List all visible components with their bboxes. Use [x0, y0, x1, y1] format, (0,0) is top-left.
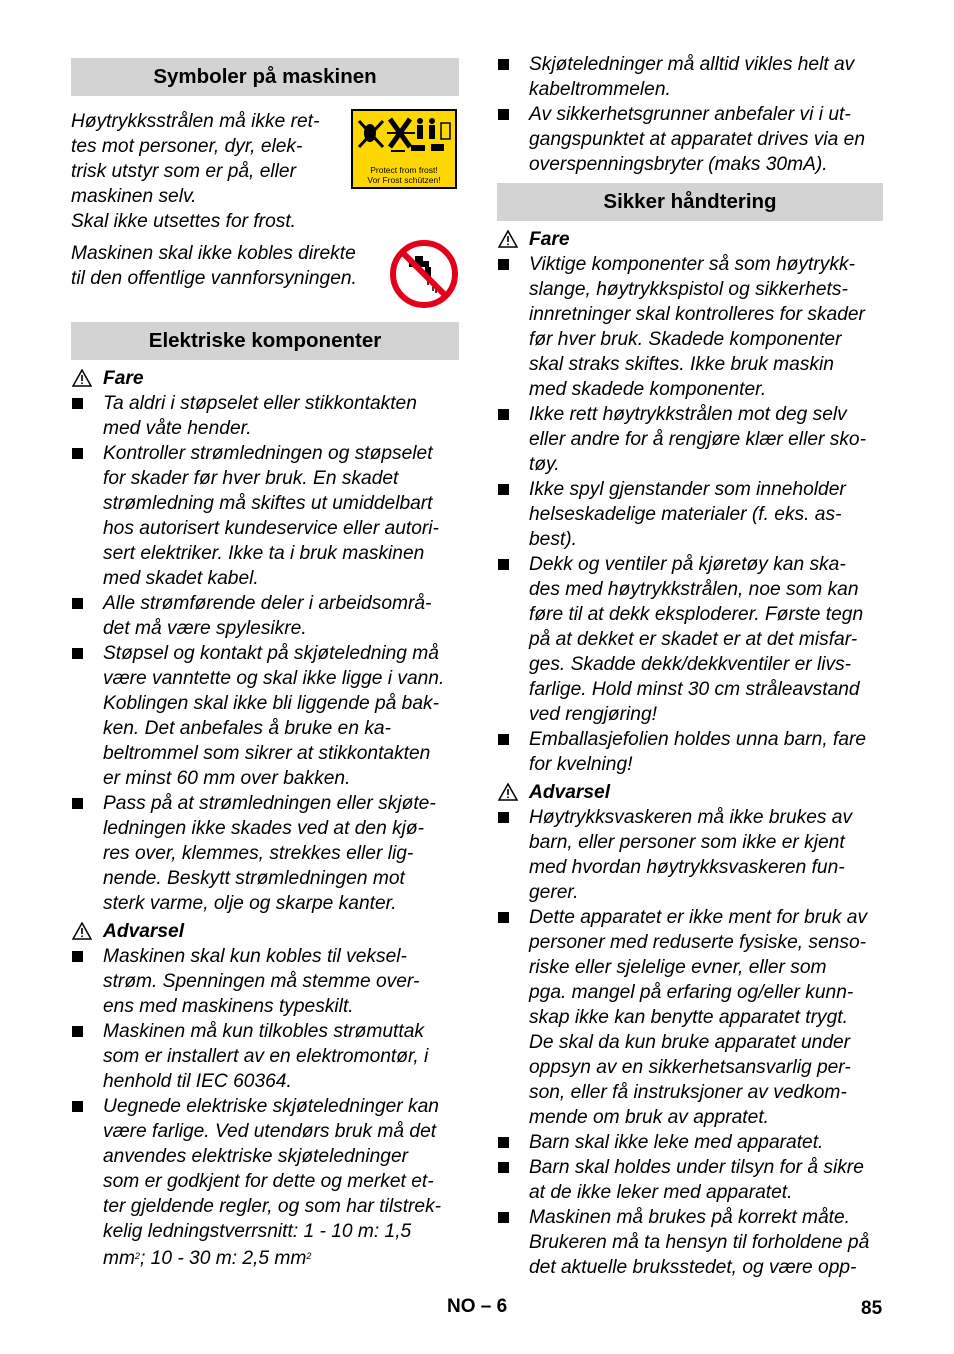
text-line: Dette apparatet er ikke ment for bruk av [529, 907, 868, 928]
page-number: 85 [861, 1298, 883, 1319]
text-line: mende om bruk av appratet. [529, 1107, 769, 1128]
superscript: 2 [306, 1251, 312, 1261]
text-line: strømledning må skiftes ut umiddelbart [103, 493, 433, 514]
danger-label [497, 227, 570, 252]
bullet [498, 559, 509, 570]
text-line: henhold til IEC 60364. [103, 1071, 292, 1092]
text-line: at de ikke leker med apparatet. [529, 1182, 793, 1203]
list-item [71, 441, 459, 591]
list-item [71, 791, 459, 916]
text-line: Kontroller strømledningen og støpselet [103, 443, 433, 464]
text-line: til den offentlige vannforsyningen. [71, 268, 357, 289]
text-line: Pass på at strømledningen eller skjøte- [103, 793, 436, 814]
list-item [71, 944, 459, 1019]
list-item [497, 52, 883, 102]
warning-triangle-icon [498, 783, 518, 801]
warning-label [71, 919, 184, 944]
warning-triangle-icon [498, 230, 518, 248]
text-line: gangspunktet at apparatet drives via en [529, 129, 866, 150]
text-line: skap ikke kan benytte apparatet trygt. [529, 1007, 848, 1028]
text-line: De skal da kun bruke apparatet under [529, 1032, 851, 1053]
text-fragment: mm [103, 1248, 135, 1269]
text-line: helseskadelige materialer (f. eks. as- [529, 504, 842, 525]
text-line: Maskinen må kun tilkobles strømuttak [103, 1021, 424, 1042]
text-line: best). [529, 529, 577, 550]
text-line: ken. Det anbefales å bruke en ka- [103, 718, 391, 739]
text-line: ens med maskinens typeskilt. [103, 996, 354, 1017]
section-heading-safe-handling: Sikker håndtering [497, 183, 883, 221]
bullet [498, 59, 509, 70]
text-line: Høytrykksvaskeren må ikke brukes av [529, 807, 853, 828]
text-line: det må være spylesikre. [103, 618, 307, 639]
text-line: Maskinen skal ikke kobles direkte [71, 243, 356, 264]
frost-warning-label [351, 109, 457, 189]
text-line [103, 1244, 459, 1271]
text-line: Skjøteledninger må alltid vikles helt av [529, 54, 855, 75]
text-line: tes mot personer, dyr, elek- [71, 136, 303, 157]
text-line: son, eller få instruksjoner av vedkom- [529, 1082, 847, 1103]
text-line: gerer. [529, 882, 579, 903]
bullet [498, 109, 509, 120]
text-line: med skadede komponenter. [529, 379, 767, 400]
text-line: Viktige komponenter så som høytrykk- [529, 254, 855, 275]
text-line: slange, høytrykkspistol og sikkerhets- [529, 279, 848, 300]
text-line: Dekk og ventiler på kjøretøy kan ska- [529, 554, 846, 575]
text-line: riske eller sjelelige evner, eller som [529, 957, 827, 978]
superscript: 2 [134, 1251, 140, 1261]
text-line: for kvelning! [529, 754, 633, 775]
text-line: som er godkjent for dette og merket et- [103, 1171, 434, 1192]
text-line: Ikke spyl gjenstander som inneholder [529, 479, 846, 500]
warning-triangle-icon [72, 369, 92, 387]
text-line: Barn skal ikke leke med apparatet. [529, 1132, 824, 1153]
section-heading-electrical: Elektriske komponenter [71, 322, 459, 360]
text-line: overspenningsbryter (maks 30mA). [529, 154, 828, 175]
text-line: Ta aldri i støpselet eller stikkontakten [103, 393, 417, 414]
text-line: innretninger skal kontrolleres for skader [529, 304, 865, 325]
bullet [72, 398, 83, 409]
bullet [72, 598, 83, 609]
text-line: ved rengjøring! [529, 704, 657, 725]
electrical-danger-list [71, 391, 459, 916]
list-item [497, 1155, 883, 1205]
text-line: Av sikkerhetsgrunner anbefaler vi i ut- [529, 104, 851, 125]
pressure-jet-warning-icon [353, 111, 455, 163]
warning-triangle-icon [72, 922, 92, 940]
text-line: med våte hender. [103, 418, 252, 439]
frost-label-line-2: Vor Frost schützen! [367, 175, 441, 185]
text-line: maskinen selv. [71, 186, 197, 207]
text-line: pga. mangel på erfaring og/eller kunn- [529, 982, 854, 1003]
text-line: trisk utstyr som er på, eller [71, 161, 296, 182]
section-heading-symbols: Symboler på maskinen [71, 58, 459, 96]
list-item [497, 1130, 883, 1155]
text-line: ter gjeldende regler, og som har tilstrek- [103, 1196, 442, 1217]
electrical-warning-list [71, 944, 459, 1271]
text-line: som er installert av en elektromontør, i [103, 1046, 429, 1067]
list-item [71, 641, 459, 791]
text-line: med skadet kabel. [103, 568, 259, 589]
text-line: des med høytrykkstrålen, noe som kan [529, 579, 859, 600]
text-line: personer med reduserte fysiske, senso- [529, 932, 866, 953]
text-line: Koblingen skal ikke bli liggende på bak- [103, 693, 439, 714]
text-line: Maskinen skal kun kobles til veksel- [103, 946, 407, 967]
warning-label-text: Advarsel [529, 782, 611, 803]
bullet [498, 409, 509, 420]
text-line: med hvordan høytrykksvaskeren fun- [529, 857, 845, 878]
list-item [497, 402, 883, 477]
text-line: strøm. Spenningen må stemme over- [103, 971, 420, 992]
text-line: skal straks skiftes. Ikke bruk maskin [529, 354, 834, 375]
text-line: kelig ledningstverrsnitt: 1 - 10 m: 1,5 [103, 1221, 412, 1242]
footer-section-label: NO – 6 [447, 1296, 508, 1317]
text-line: ges. Skadde dekk/dekkventiler er livs- [529, 654, 852, 675]
text-line: før hver bruk. Skadede komponenter [529, 329, 842, 350]
text-fragment: ; 10 - 30 m: 2,5 mm [139, 1248, 307, 1269]
text-line: sterk varme, olje og skarpe kanter. [103, 893, 397, 914]
bullet [498, 734, 509, 745]
text-line: Skal ikke utsettes for frost. [71, 211, 297, 232]
handling-danger-list [497, 252, 883, 777]
text-line: farlige. Hold minst 30 cm stråleavstand [529, 679, 860, 700]
frost-label-line-1: Protect from frost! [370, 165, 438, 175]
bullet [498, 259, 509, 270]
list-item [71, 1019, 459, 1094]
text-line: res over, klemmes, strekkes eller lig- [103, 843, 414, 864]
bullet [498, 912, 509, 923]
text-line: eller andre for å rengjøre klær eller sko- [529, 429, 866, 450]
text-line: nende. Beskytt strømledningen mot [103, 868, 405, 889]
symbols-text-water [71, 241, 381, 291]
list-item [497, 1205, 883, 1280]
list-item [497, 102, 883, 177]
text-line: Emballasjefolien holdes unna barn, fare [529, 729, 867, 750]
text-line: for skader før hver bruk. En skadet [103, 468, 399, 489]
list-item [497, 727, 883, 777]
text-line: barn, eller personer som ikke er kjent [529, 832, 845, 853]
bullet [72, 648, 83, 659]
text-line: hos autorisert kundeservice eller autori- [103, 518, 439, 539]
text-line: Barn skal holdes under tilsyn for å sikre [529, 1157, 864, 1178]
list-item [497, 905, 883, 1130]
list-item [497, 552, 883, 727]
danger-label [71, 366, 144, 391]
bullet [72, 448, 83, 459]
text-line: Høytrykksstrålen må ikke ret- [71, 111, 320, 132]
bullet [72, 951, 83, 962]
text-line: være vanntette og skal ikke ligge i vann. [103, 668, 445, 689]
text-line: det aktuelle bruksstedet, og være opp- [529, 1257, 857, 1278]
bullet [72, 798, 83, 809]
text-line: Uegnede elektriske skjøteledninger kan [103, 1096, 439, 1117]
text-line: anvendes elektriske skjøteledninger [103, 1146, 409, 1167]
text-line: på at dekket er skadet er at det misfar- [529, 629, 858, 650]
text-line: Alle strømførende deler i arbeidsområ- [103, 593, 432, 614]
text-line: Maskinen må brukes på korrekt måte. [529, 1207, 850, 1228]
bullet [498, 1212, 509, 1223]
bullet [72, 1026, 83, 1037]
text-line: ledningen ikke skades ved at den kjø- [103, 818, 425, 839]
no-public-water-connection-icon [389, 239, 459, 309]
text-line: sert elektriker. Ikke ta i bruk maskinen [103, 543, 425, 564]
text-line: Brukeren må ta hensyn til forholdene på [529, 1232, 870, 1253]
bullet [498, 1137, 509, 1148]
list-item [71, 1094, 459, 1271]
list-item [71, 391, 459, 441]
list-item [497, 252, 883, 402]
bullet [498, 484, 509, 495]
danger-label-text: Fare [529, 229, 570, 250]
text-line: er minst 60 mm over bakken. [103, 768, 351, 789]
text-line: beltrommel som sikrer at stikkontakten [103, 743, 431, 764]
list-item [497, 805, 883, 905]
bullet [72, 1101, 83, 1112]
symbols-text-frost [71, 109, 351, 234]
text-line: Ikke rett høytrykkstrålen mot deg selv [529, 404, 847, 425]
text-line: tøy. [529, 454, 560, 475]
text-line: være farlige. Ved utendørs bruk må det [103, 1121, 437, 1142]
text-line: føre til at dekk eksploderer. Første tegn [529, 604, 864, 625]
extension-cord-list [497, 52, 883, 177]
bullet [498, 1162, 509, 1173]
warning-label-text: Advarsel [103, 921, 185, 942]
danger-label-text: Fare [103, 368, 144, 389]
text-line: kabeltrommelen. [529, 79, 671, 100]
text-line: Støpsel og kontakt på skjøteledning må [103, 643, 439, 664]
warning-label [497, 780, 610, 805]
list-item [71, 591, 459, 641]
text-line: oppsyn av en sikkerhetsansvarlig per- [529, 1057, 851, 1078]
list-item [497, 477, 883, 552]
handling-warning-list [497, 805, 883, 1280]
bullet [498, 812, 509, 823]
